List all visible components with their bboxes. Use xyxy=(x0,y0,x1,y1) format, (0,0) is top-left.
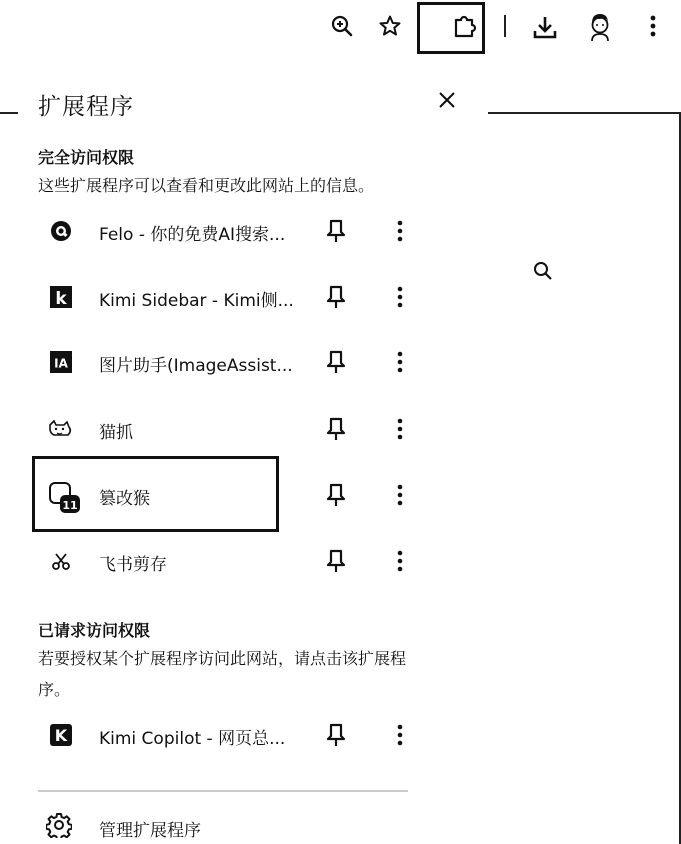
svg-text:K: K xyxy=(54,726,68,745)
pin-icon[interactable] xyxy=(324,218,348,244)
svg-text:11: 11 xyxy=(62,499,78,512)
extension-name: 篡改猴 xyxy=(99,489,150,509)
more-options-icon[interactable] xyxy=(390,416,410,442)
more-menu-icon[interactable] xyxy=(642,12,664,40)
manage-extensions-label: 管理扩展程序 xyxy=(99,821,201,841)
pin-icon[interactable] xyxy=(324,548,348,574)
pin-icon[interactable] xyxy=(324,482,348,508)
more-options-icon[interactable] xyxy=(390,482,410,508)
close-icon[interactable] xyxy=(434,87,460,113)
kimi-copilot-icon xyxy=(48,722,74,748)
download-icon[interactable] xyxy=(530,12,560,42)
tampermonkey-icon xyxy=(48,481,82,515)
extension-name: 飞书剪存 xyxy=(99,555,167,575)
extension-row-image-assistant[interactable] xyxy=(38,342,458,382)
full-access-heading: 完全访问权限 xyxy=(38,148,135,167)
image-assistant-icon xyxy=(48,349,74,375)
search-icon[interactable] xyxy=(533,261,553,285)
full-access-description: 这些扩展程序可以查看和更改此网站上的信息。 xyxy=(38,176,375,195)
divider xyxy=(38,790,408,792)
cat-catch-icon xyxy=(48,416,74,442)
extension-name: Kimi Sidebar - Kimi侧... xyxy=(99,291,294,311)
page-border xyxy=(0,112,18,114)
kimi-sidebar-icon xyxy=(48,284,74,310)
panel-title: 扩展程序 xyxy=(38,94,134,120)
extension-row-feishu-clipper[interactable] xyxy=(38,541,458,581)
extension-name: 图片助手(ImageAssist... xyxy=(99,356,293,376)
pin-icon[interactable] xyxy=(324,349,348,375)
extension-row-cat-catch[interactable] xyxy=(38,409,458,449)
more-options-icon[interactable] xyxy=(390,349,410,375)
pin-icon[interactable] xyxy=(324,416,348,442)
svg-text:IA: IA xyxy=(54,356,68,371)
extension-row-kimi-sidebar[interactable] xyxy=(38,277,458,317)
extension-name: Kimi Copilot - 网页总... xyxy=(99,729,286,749)
more-options-icon[interactable] xyxy=(390,284,410,310)
extension-row-kimi-copilot[interactable] xyxy=(38,715,458,755)
pin-icon[interactable] xyxy=(324,284,348,310)
more-options-icon[interactable] xyxy=(390,722,410,748)
zoom-icon[interactable] xyxy=(328,12,356,40)
manage-extensions-button[interactable] xyxy=(38,808,338,844)
requested-access-heading: 已请求访问权限 xyxy=(38,621,151,640)
pin-icon[interactable] xyxy=(324,722,348,748)
toolbar-separator xyxy=(504,15,506,37)
extensions-puzzle-icon[interactable] xyxy=(450,12,478,40)
page-border xyxy=(488,112,681,114)
feishu-clipper-icon xyxy=(48,548,74,574)
profile-avatar-icon[interactable] xyxy=(585,10,615,44)
bookmark-star-icon[interactable] xyxy=(376,12,404,40)
felo-icon xyxy=(48,218,74,244)
extension-row-felo[interactable] xyxy=(38,211,458,251)
extension-row-tampermonkey[interactable] xyxy=(38,475,458,515)
svg-text:k: k xyxy=(55,289,67,309)
extension-name: Felo - 你的免费AI搜索... xyxy=(99,225,286,245)
more-options-icon[interactable] xyxy=(390,218,410,244)
extension-name: 猫抓 xyxy=(99,423,133,443)
gear-icon xyxy=(46,812,72,842)
more-options-icon[interactable] xyxy=(390,548,410,574)
requested-access-description: 若要授权某个扩展程序访问此网站，请点击该扩展程序。 xyxy=(38,649,407,699)
